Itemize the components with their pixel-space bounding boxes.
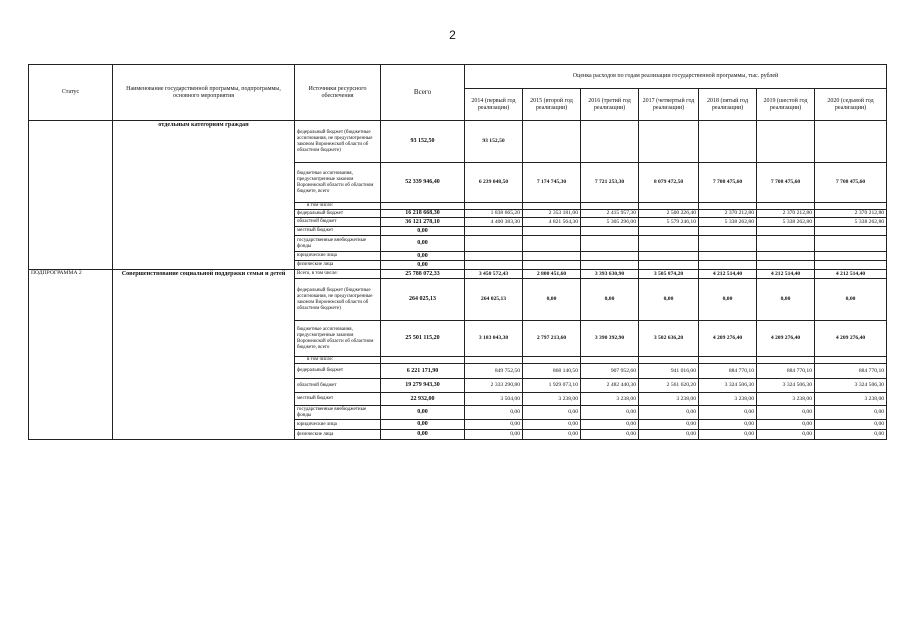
row-year-value bbox=[465, 357, 523, 364]
row-year-value: 0,00 bbox=[465, 430, 523, 440]
row-year-value: 5 579 246,10 bbox=[639, 218, 699, 227]
row-total: 93 152,50 bbox=[381, 121, 465, 163]
row-year-value: 2 482 440,30 bbox=[581, 379, 639, 393]
header-year: 2019 (шестой год реализации) bbox=[757, 89, 815, 121]
row-year-value: 0,00 bbox=[815, 420, 887, 430]
row-total: 25 501 115,20 bbox=[381, 321, 465, 357]
row-year-value: 849 752,50 bbox=[465, 364, 523, 379]
header-name: Наименование государственной программы, подпрограммы, основного мероприятия bbox=[113, 65, 295, 121]
row-year-value: 0,00 bbox=[815, 430, 887, 440]
row-total: 52 339 946,40 bbox=[381, 163, 465, 203]
row-source: местный бюджет bbox=[295, 393, 381, 406]
row-year-value bbox=[465, 261, 523, 270]
row-year-value bbox=[465, 203, 523, 210]
row-source: государственные внебюджетные фонды bbox=[295, 406, 381, 420]
row-year-value: 4 209 276,40 bbox=[815, 321, 887, 357]
table-row bbox=[29, 121, 887, 163]
row-year-value: 941 016,00 bbox=[639, 364, 699, 379]
row-year-value bbox=[699, 203, 757, 210]
row-year-value: 0,00 bbox=[465, 406, 523, 420]
row-year-value: 3 238,00 bbox=[815, 393, 887, 406]
header-year: 2018 (пятый год реализации) bbox=[699, 89, 757, 121]
row-year-value: 0,00 bbox=[757, 279, 815, 321]
row-year-value bbox=[581, 357, 639, 364]
row-year-value: 2 370 212,80 bbox=[815, 210, 887, 218]
row-year-value bbox=[639, 236, 699, 252]
row-year-value: 264 025,13 bbox=[465, 279, 523, 321]
row-year-value: 5 305 296,00 bbox=[581, 218, 639, 227]
row-year-value: 8 079 472,50 bbox=[639, 163, 699, 203]
row-year-value bbox=[581, 121, 639, 163]
row-year-value bbox=[581, 252, 639, 261]
row-year-value: 4 209 276,40 bbox=[757, 321, 815, 357]
row-year-value bbox=[699, 357, 757, 364]
row-year-value: 3 505 874,20 bbox=[639, 270, 699, 279]
row-year-value: 3 238,00 bbox=[757, 393, 815, 406]
row-year-value: 5 338 262,80 bbox=[815, 218, 887, 227]
header-year: 2015 (второй год реализации) bbox=[523, 89, 581, 121]
row-year-value bbox=[757, 121, 815, 163]
row-year-value: 2 370 212,80 bbox=[757, 210, 815, 218]
header-status: Статус bbox=[29, 65, 113, 121]
header-sources: Источники ресурсного обеспечения bbox=[295, 65, 381, 121]
row-year-value: 3 238,00 bbox=[639, 393, 699, 406]
row-year-value: 2 353 181,00 bbox=[523, 210, 581, 218]
row-year-value bbox=[581, 236, 639, 252]
header-year: 2017 (четвертый год реализации) bbox=[639, 89, 699, 121]
row-program-name: Совершенствование социальной поддержки семьи и детей bbox=[113, 270, 295, 440]
row-year-value: 0,00 bbox=[757, 430, 815, 440]
row-year-value bbox=[581, 203, 639, 210]
row-year-value: 0,00 bbox=[757, 406, 815, 420]
row-year-value bbox=[639, 227, 699, 236]
row-year-value bbox=[639, 203, 699, 210]
row-year-value: 0,00 bbox=[815, 406, 887, 420]
row-year-value: 1 838 665,20 bbox=[465, 210, 523, 218]
row-year-value: 2 800 451,60 bbox=[523, 270, 581, 279]
row-year-value bbox=[699, 236, 757, 252]
row-year-value: 5 338 262,80 bbox=[699, 218, 757, 227]
row-total: 0,00 bbox=[381, 420, 465, 430]
row-year-value: 0,00 bbox=[523, 420, 581, 430]
row-year-value: 1 929 073,10 bbox=[523, 379, 581, 393]
block1-body bbox=[29, 121, 887, 270]
row-year-value: 0,00 bbox=[639, 406, 699, 420]
row-year-value: 0,00 bbox=[699, 406, 757, 420]
row-year-value: 4 212 514,40 bbox=[815, 270, 887, 279]
row-total: 6 221 171,90 bbox=[381, 364, 465, 379]
row-year-value: 0,00 bbox=[465, 420, 523, 430]
block2-body bbox=[29, 270, 887, 440]
row-year-value bbox=[523, 252, 581, 261]
row-total: 36 121 278,10 bbox=[381, 218, 465, 227]
row-total: 0,00 bbox=[381, 406, 465, 420]
row-year-value: 0,00 bbox=[699, 430, 757, 440]
row-program-name: отдельным категориям граждан bbox=[113, 121, 295, 270]
row-total: 0,00 bbox=[381, 227, 465, 236]
row-year-value bbox=[465, 227, 523, 236]
row-year-value: 0,00 bbox=[581, 279, 639, 321]
row-year-value bbox=[699, 261, 757, 270]
row-year-value: 884 770,10 bbox=[757, 364, 815, 379]
row-year-value: 0,00 bbox=[699, 420, 757, 430]
row-year-value bbox=[757, 227, 815, 236]
row-year-value: 0,00 bbox=[639, 279, 699, 321]
row-year-value: 884 770,10 bbox=[815, 364, 887, 379]
row-year-value: 0,00 bbox=[699, 279, 757, 321]
row-year-value bbox=[815, 227, 887, 236]
row-year-value bbox=[815, 236, 887, 252]
row-year-value: 7 708 475,60 bbox=[815, 163, 887, 203]
row-year-value: 2 797 213,60 bbox=[523, 321, 581, 357]
row-year-value: 868 140,50 bbox=[523, 364, 581, 379]
row-source: Всего, в том числе: bbox=[295, 270, 381, 279]
row-source: физические лица bbox=[295, 261, 381, 270]
header-estimate: Оценка расходов по годам реализации государственной программы, тыс. рублей bbox=[465, 65, 887, 89]
row-year-value bbox=[523, 121, 581, 163]
row-year-value: 4 821 564,30 bbox=[523, 218, 581, 227]
row-year-value: 4 212 514,40 bbox=[757, 270, 815, 279]
row-year-value: 3 324 506,30 bbox=[815, 379, 887, 393]
row-year-value bbox=[815, 203, 887, 210]
row-total: 264 025,13 bbox=[381, 279, 465, 321]
row-source: физические лица bbox=[295, 430, 381, 440]
row-year-value: 3 504,00 bbox=[465, 393, 523, 406]
row-total: 16 218 668,30 bbox=[381, 210, 465, 218]
row-year-value bbox=[523, 227, 581, 236]
row-total bbox=[381, 203, 465, 210]
row-year-value: 3 238,00 bbox=[523, 393, 581, 406]
row-year-value: 907 952,60 bbox=[581, 364, 639, 379]
row-year-value: 93 152,50 bbox=[465, 121, 523, 163]
row-year-value: 3 324 506,30 bbox=[699, 379, 757, 393]
row-total: 0,00 bbox=[381, 261, 465, 270]
row-source: бюджетные ассигнования, предусмотренные законом Воронежской области об областном бюджете, всего bbox=[295, 163, 381, 203]
row-year-value bbox=[699, 227, 757, 236]
row-year-value: 3 502 636,20 bbox=[639, 321, 699, 357]
row-source: в том числе: bbox=[295, 203, 381, 210]
row-source: местный бюджет bbox=[295, 227, 381, 236]
row-year-value: 3 324 506,30 bbox=[757, 379, 815, 393]
row-year-value: 2 333 290,80 bbox=[465, 379, 523, 393]
row-source: федеральный бюджет bbox=[295, 364, 381, 379]
row-year-value bbox=[757, 357, 815, 364]
row-status: ПОДПРОГРАММА 2 bbox=[29, 270, 113, 440]
row-year-value: 6 239 048,50 bbox=[465, 163, 523, 203]
row-year-value: 3 393 630,90 bbox=[581, 270, 639, 279]
row-year-value: 0,00 bbox=[581, 430, 639, 440]
header-total: Всего bbox=[381, 65, 465, 121]
row-year-value bbox=[815, 252, 887, 261]
row-source: областной бюджет bbox=[295, 218, 381, 227]
row-year-value bbox=[639, 121, 699, 163]
row-year-value bbox=[523, 236, 581, 252]
row-year-value: 0,00 bbox=[581, 420, 639, 430]
row-year-value: 7 708 475,60 bbox=[699, 163, 757, 203]
row-status bbox=[29, 121, 113, 270]
row-year-value: 2 500 226,40 bbox=[639, 210, 699, 218]
row-year-value bbox=[815, 357, 887, 364]
row-year-value: 0,00 bbox=[639, 420, 699, 430]
row-year-value: 3 238,00 bbox=[581, 393, 639, 406]
row-total: 19 279 943,30 bbox=[381, 379, 465, 393]
row-year-value: 4 400 383,30 bbox=[465, 218, 523, 227]
row-year-value: 0,00 bbox=[815, 279, 887, 321]
row-year-value: 3 238,00 bbox=[699, 393, 757, 406]
row-source: федеральный бюджет (бюджетные ассигнования, не предусмотренные законом Воронежской области об областном бюджете) bbox=[295, 121, 381, 163]
budget-table bbox=[28, 64, 887, 440]
row-year-value bbox=[581, 261, 639, 270]
row-source: государственные внебюджетные фонды bbox=[295, 236, 381, 252]
row-source: юридические лица bbox=[295, 252, 381, 261]
row-source: областной бюджет bbox=[295, 379, 381, 393]
row-source: юридические лица bbox=[295, 420, 381, 430]
row-year-value bbox=[523, 261, 581, 270]
row-year-value bbox=[815, 261, 887, 270]
row-source: федеральный бюджет (бюджетные ассигнования, не предусмотренные законом Воронежской области об областном бюджете) bbox=[295, 279, 381, 321]
row-year-value: 0,00 bbox=[581, 406, 639, 420]
row-total: 0,00 bbox=[381, 252, 465, 261]
row-total: 25 788 072,33 bbox=[381, 270, 465, 279]
row-year-value bbox=[581, 227, 639, 236]
row-year-value: 5 338 262,80 bbox=[757, 218, 815, 227]
row-source: в том числе: bbox=[295, 357, 381, 364]
row-year-value: 0,00 bbox=[639, 430, 699, 440]
row-source: бюджетные ассигнования, предусмотренные законом Воронежской области об областном бюджете, всего bbox=[295, 321, 381, 357]
row-year-value: 3 450 572,43 bbox=[465, 270, 523, 279]
row-year-value: 7 708 475,60 bbox=[757, 163, 815, 203]
row-year-value: 4 212 514,40 bbox=[699, 270, 757, 279]
table-row bbox=[29, 270, 887, 279]
row-source: федеральный бюджет bbox=[295, 210, 381, 218]
row-year-value bbox=[465, 252, 523, 261]
row-year-value: 2 370 212,80 bbox=[699, 210, 757, 218]
row-year-value: 4 209 276,40 bbox=[699, 321, 757, 357]
row-total bbox=[381, 357, 465, 364]
row-year-value: 0,00 bbox=[523, 430, 581, 440]
row-total: 22 932,00 bbox=[381, 393, 465, 406]
row-year-value bbox=[699, 121, 757, 163]
row-year-value: 7 721 253,30 bbox=[581, 163, 639, 203]
row-year-value: 2 415 957,30 bbox=[581, 210, 639, 218]
row-year-value bbox=[523, 203, 581, 210]
row-year-value bbox=[639, 357, 699, 364]
row-year-value bbox=[757, 236, 815, 252]
header-year: 2016 (третий год реализации) bbox=[581, 89, 639, 121]
row-total: 0,00 bbox=[381, 236, 465, 252]
header-year: 2014 (первый год реализации) bbox=[465, 89, 523, 121]
row-year-value bbox=[465, 236, 523, 252]
row-year-value: 3 183 043,30 bbox=[465, 321, 523, 357]
row-year-value: 2 561 620,20 bbox=[639, 379, 699, 393]
row-year-value bbox=[757, 261, 815, 270]
row-year-value: 7 174 745,30 bbox=[523, 163, 581, 203]
row-year-value bbox=[639, 261, 699, 270]
row-year-value bbox=[523, 357, 581, 364]
row-year-value bbox=[757, 203, 815, 210]
row-year-value bbox=[757, 252, 815, 261]
row-year-value bbox=[699, 252, 757, 261]
header-year: 2020 (седьмой год реализации) bbox=[815, 89, 887, 121]
row-year-value: 884 770,10 bbox=[699, 364, 757, 379]
page-number: 2 bbox=[449, 28, 456, 42]
row-year-value: 0,00 bbox=[757, 420, 815, 430]
row-year-value bbox=[639, 252, 699, 261]
row-year-value: 0,00 bbox=[523, 406, 581, 420]
row-year-value: 3 390 392,90 bbox=[581, 321, 639, 357]
row-year-value bbox=[815, 121, 887, 163]
row-year-value: 0,00 bbox=[523, 279, 581, 321]
row-total: 0,00 bbox=[381, 430, 465, 440]
